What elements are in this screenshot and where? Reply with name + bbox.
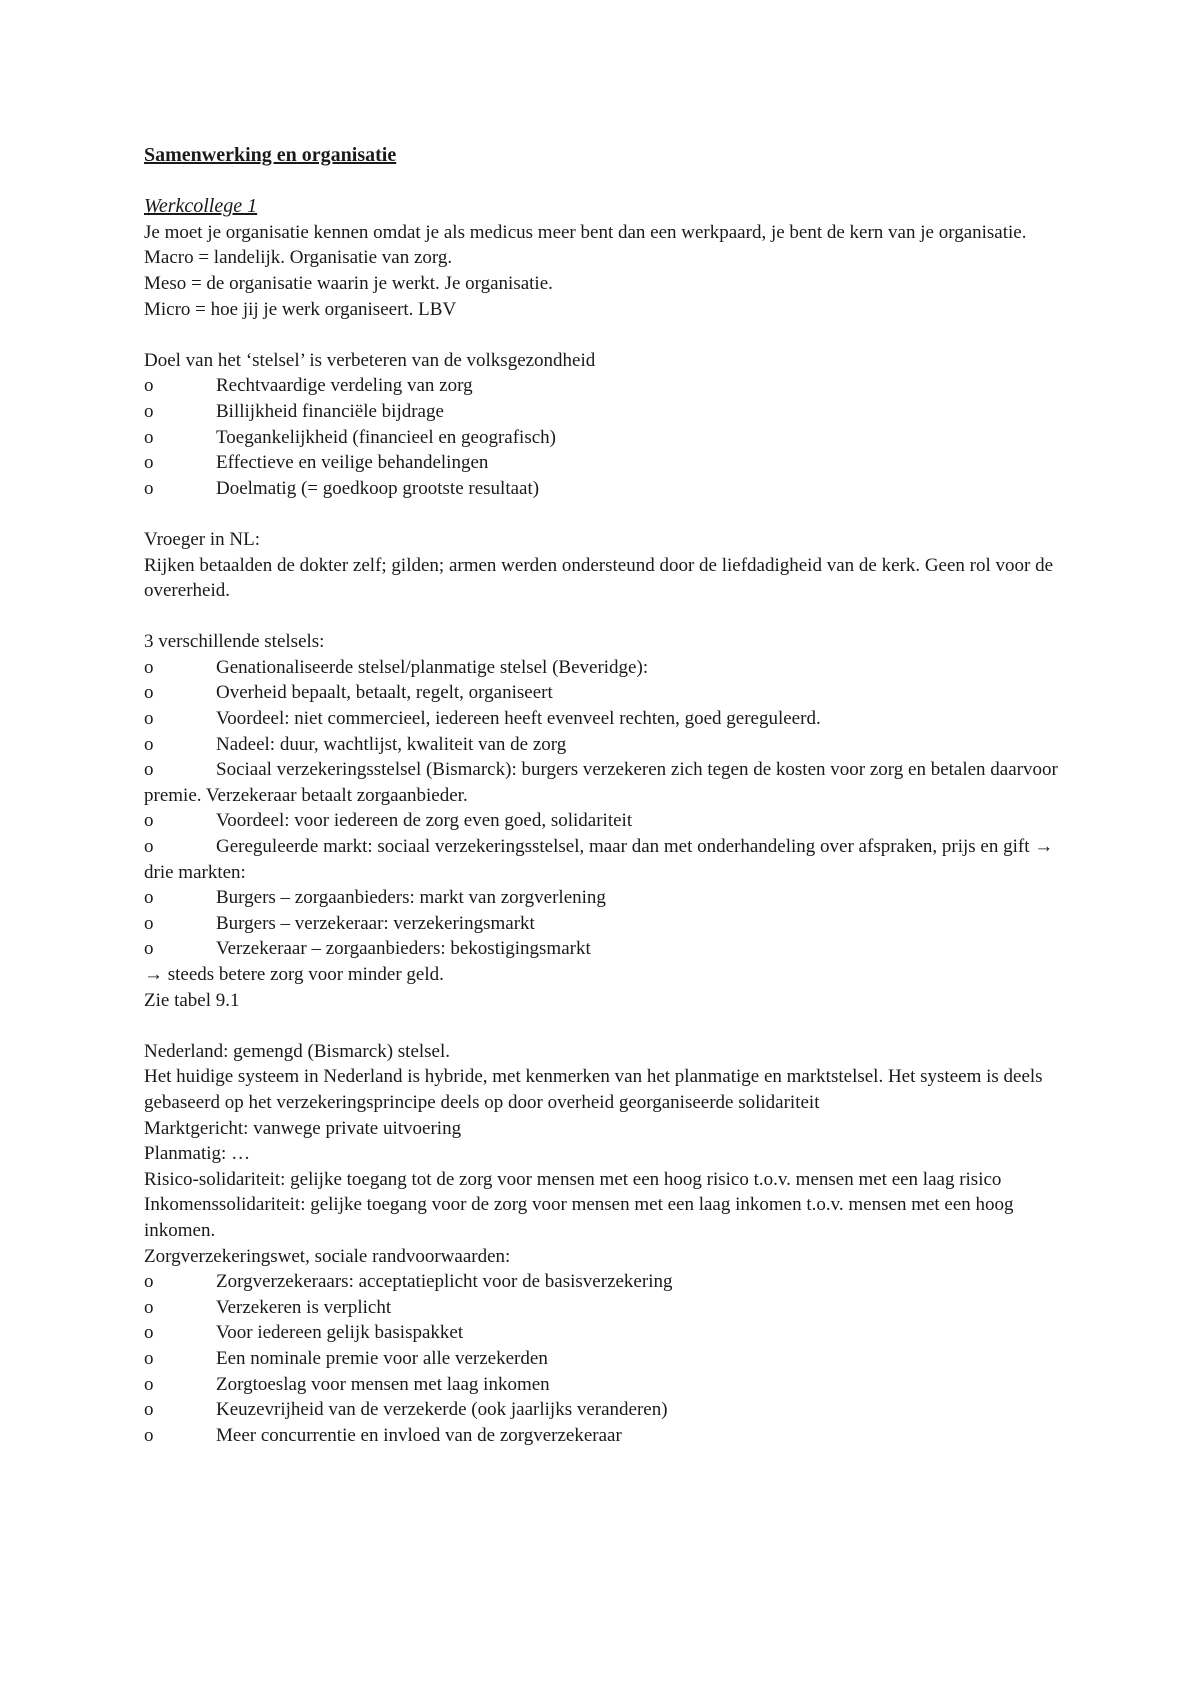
list-item: [144, 936, 1074, 962]
list-item-text: Burgers – verzekeraar: verzekeringsmarkt: [216, 912, 535, 934]
paragraph: Zie tabel 9.1: [144, 989, 240, 1011]
list-item: [144, 732, 1074, 758]
section-heading: 3 verschillende stelsels:: [144, 631, 325, 653]
list-item-text: Verzekeraar – zorgaanbieders: bekostigingsmarkt: [216, 938, 591, 960]
paragraph: Marktgericht: vanwege private uitvoering: [144, 1117, 462, 1139]
bullet-marker: o: [144, 656, 154, 678]
bullet-marker: o: [144, 887, 154, 909]
list-item: [144, 808, 1074, 834]
list-item-text: Burgers – zorgaanbieders: markt van zorgverlening: [216, 887, 606, 909]
paragraph: Meso = de organisatie waarin je werkt. Je organisatie.: [144, 272, 553, 294]
document-page: [144, 143, 1074, 1448]
list-item: [144, 680, 1074, 706]
list-item-text: Doelmatig (= goedkoop grootste resultaat): [216, 477, 540, 499]
list-item-text: Zorgtoeslag voor mensen met laag inkomen: [216, 1373, 550, 1395]
list-item: [144, 706, 1074, 732]
bullet-marker: o: [144, 426, 154, 448]
bullet-marker: o: [144, 810, 154, 832]
bullet-marker: o: [144, 836, 154, 858]
document-title: Samenwerking en organisatie: [144, 144, 397, 166]
list-item: [144, 655, 1074, 681]
list-item-text: Toegankelijkheid (financieel en geografisch): [216, 426, 556, 448]
spacer: [144, 1013, 1074, 1039]
list-item: [144, 399, 1074, 425]
list-item: [144, 1269, 1074, 1295]
bullet-marker: o: [144, 375, 154, 397]
list-item: [144, 1320, 1074, 1346]
list-item-text: Billijkheid financiële bijdrage: [216, 400, 444, 422]
paragraph: Rijken betaalden de dokter zelf; gilden; armen werden ondersteund door de liefdadigheid van de kerk. Geen rol voor de overerheid.: [144, 554, 1054, 602]
list-item: [144, 373, 1074, 399]
bullet-marker: o: [144, 1373, 154, 1395]
paragraph: Je moet je organisatie kennen omdat je als medicus meer bent dan een werkpaard, je bent de kern van je organisatie.: [144, 221, 1027, 243]
paragraph: Het huidige systeem in Nederland is hybride, met kenmerken van het planmatige en marktstelsel. Het systeem is deels gebaseerd op het verzekeringsprincipe deels op door overheid georganiseerde solidariteit: [144, 1066, 1043, 1113]
bullet-marker: o: [144, 452, 154, 474]
spacer: [144, 501, 1074, 527]
paragraph: Risico-solidariteit: gelijke toegang tot de zorg voor mensen met een hoog risico t.o.v. mensen met een laag risico: [144, 1168, 1002, 1190]
list-item-text: Nadeel: duur, wachtlijst, kwaliteit van de zorg: [216, 733, 567, 755]
bullet-marker: o: [144, 1296, 154, 1318]
list-item: [144, 1423, 1074, 1449]
bullet-marker: o: [144, 708, 154, 730]
paragraph: Zorgverzekeringswet, sociale randvoorwaarden:: [144, 1245, 511, 1267]
list-item: [144, 476, 1074, 502]
list-item: [144, 450, 1074, 476]
section-subtitle: Werkcollege 1: [144, 195, 258, 218]
list-item-text: Een nominale premie voor alle verzekerden: [216, 1347, 548, 1369]
list-item: [144, 1397, 1074, 1423]
bullet-marker: o: [144, 759, 154, 781]
bullet-marker: o: [144, 1399, 154, 1421]
paragraph: Macro = landelijk. Organisatie van zorg.: [144, 247, 453, 269]
list-item-text: Sociaal verzekeringsstelsel (Bismarck): burgers verzekeren zich tegen de kosten voor zorg en betalen daarvoor premie. Verzekeraar betaalt zorgaanbieder.: [144, 759, 1058, 806]
list-item-text: Voor iedereen gelijk basispakket: [216, 1322, 464, 1344]
bullet-marker: o: [144, 938, 154, 960]
list-item: [144, 757, 1074, 808]
bullet-marker: o: [144, 400, 154, 422]
list-item: [144, 834, 1074, 885]
list-item-text: Rechtvaardige verdeling van zorg: [216, 375, 473, 397]
list-item: [144, 1372, 1074, 1398]
section-heading: Doel van het ‘stelsel’ is verbeteren van de volksgezondheid: [144, 349, 596, 371]
list-item: [144, 911, 1074, 937]
list-item: [144, 425, 1074, 451]
bullet-marker: o: [144, 912, 154, 934]
list-item-text: Verzekeren is verplicht: [216, 1296, 392, 1318]
bullet-marker: o: [144, 1322, 154, 1344]
list-item-text: Keuzevrijheid van de verzekerde (ook jaarlijks veranderen): [216, 1399, 668, 1421]
list-item-text: Genationaliseerde stelsel/planmatige stelsel (Beveridge):: [216, 656, 649, 678]
list-item: [144, 1346, 1074, 1372]
list-item: [144, 885, 1074, 911]
paragraph: Inkomenssolidariteit: gelijke toegang voor de zorg voor mensen met een laag inkomen t.o.v. mensen met een hoog inkomen.: [144, 1194, 1014, 1241]
bullet-marker: o: [144, 733, 154, 755]
bullet-marker: o: [144, 682, 154, 704]
bullet-marker: o: [144, 1347, 154, 1369]
section-heading: Vroeger in NL:: [144, 528, 260, 550]
paragraph: Micro = hoe jij je werk organiseert. LBV: [144, 298, 457, 320]
list-item-text: Meer concurrentie en invloed van de zorgverzekeraar: [216, 1424, 622, 1446]
bullet-marker: o: [144, 1271, 154, 1293]
list-item-text: Gereguleerde markt: sociaal verzekeringsstelsel, maar dan met onderhandeling over afspraken, prijs en gift → drie markten:: [144, 836, 1054, 883]
paragraph: Planmatig: …: [144, 1143, 251, 1165]
list-item: [144, 1295, 1074, 1321]
list-item-text: Voordeel: niet commercieel, iedereen heeft evenveel rechten, goed gereguleerd.: [216, 708, 821, 730]
paragraph: → steeds betere zorg voor minder geld.: [144, 964, 444, 985]
bullet-marker: o: [144, 1424, 154, 1446]
list-item-text: Effectieve en veilige behandelingen: [216, 452, 489, 474]
bullet-marker: o: [144, 477, 154, 499]
section-heading: Nederland: gemengd (Bismarck) stelsel.: [144, 1040, 451, 1062]
list-item-text: Overheid bepaalt, betaalt, regelt, organiseert: [216, 682, 553, 704]
list-item-text: Voordeel: voor iedereen de zorg even goed, solidariteit: [216, 810, 633, 832]
spacer: [144, 604, 1074, 630]
list-item-text: Zorgverzekeraars: acceptatieplicht voor de basisverzekering: [216, 1271, 673, 1293]
spacer: [144, 322, 1074, 348]
